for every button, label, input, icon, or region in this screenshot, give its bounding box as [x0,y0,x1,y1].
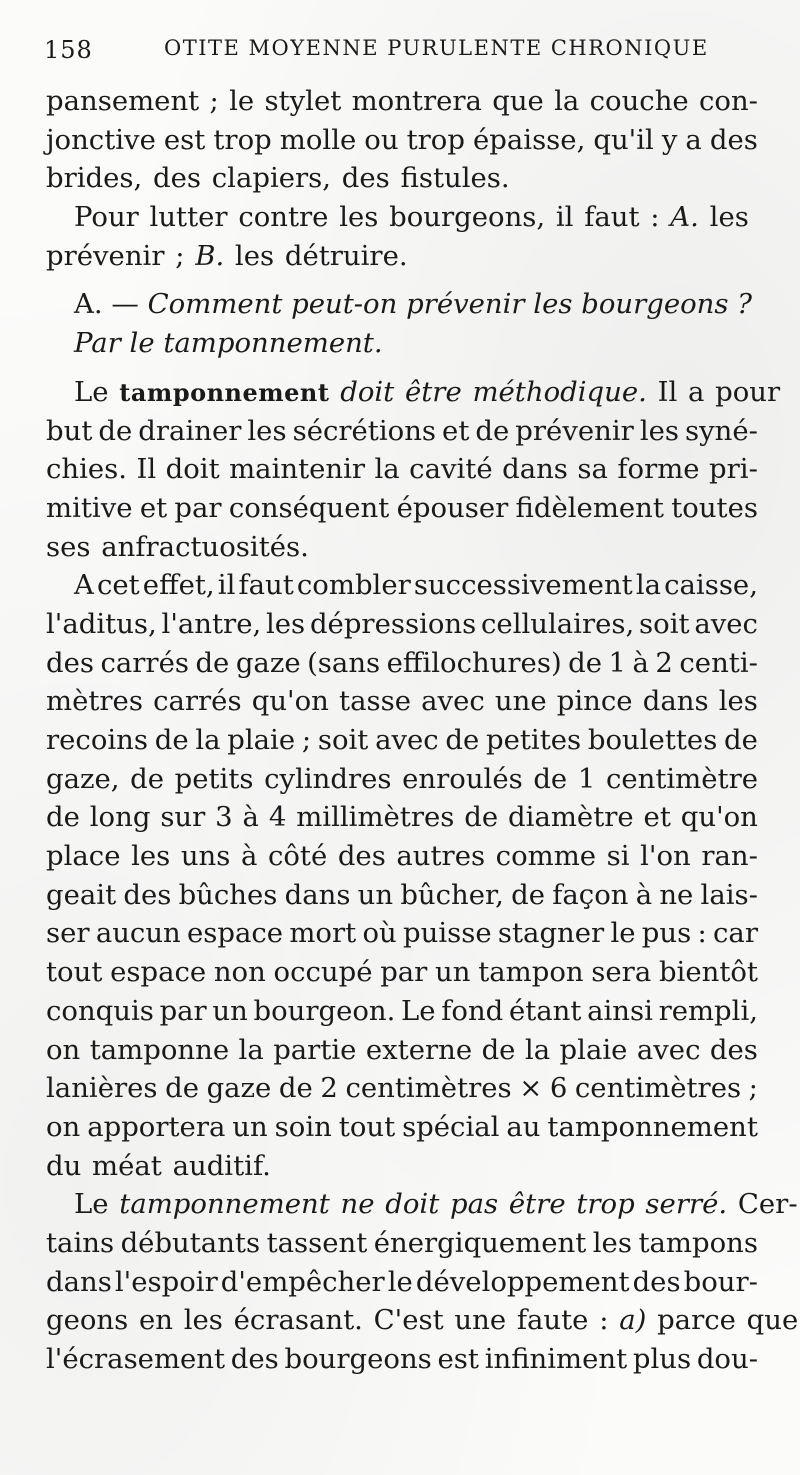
word: ; [209,85,219,117]
word: sa [577,453,608,486]
word: de [46,801,80,834]
word: 2 [320,1072,338,1105]
word: centimètres [574,1072,742,1105]
word: de [165,1072,199,1105]
word: au [506,1110,541,1143]
word: dans [284,878,351,911]
word: et [643,801,671,834]
word: infiniment [484,1343,628,1375]
word: lanières [46,1072,158,1105]
word: des [123,878,172,911]
text-line: brides, des clapiers, des fistules. [46,162,510,195]
word: stagner [497,917,605,950]
word: toutes [671,491,758,524]
word: Il [136,453,157,486]
word: successivement [413,569,633,602]
word: tampons [638,1226,758,1259]
word: le [387,1265,413,1298]
word: dépressions [309,607,477,640]
text-line [46,121,758,160]
word: ; [301,724,312,756]
word: aucun [95,917,181,950]
word: ou [364,123,399,156]
word: bientôt [658,956,758,989]
word: bourgeon. [253,994,396,1027]
word: tout [338,1110,396,1143]
word: petits [174,762,254,795]
word: combler [296,569,411,602]
text-line [46,450,758,489]
word: couche [589,85,689,117]
word: épouser [396,491,509,524]
word: y [661,123,678,156]
word: la [374,453,400,486]
word: la [635,569,662,602]
section-question: Comment peut-on prévenir les bourgeons ? [147,288,752,321]
word: car [713,917,758,950]
word: les [718,685,758,718]
word: façon [552,878,629,911]
word: bour- [683,1265,758,1298]
word: trop [213,123,272,156]
word: étant [508,994,582,1027]
text-line: geons en les écrasant. C'est une faute : a) parce que [46,1304,799,1337]
word: tassent [266,1226,368,1259]
word: plaie [559,1033,628,1066]
word: conséquent [228,491,390,524]
word: avec [375,724,439,756]
word: les [131,840,171,873]
word: fidèlement [515,491,664,524]
italic-letter: B. [195,239,225,272]
word: 3 [215,801,233,834]
bold-term: tamponnement [119,377,330,407]
running-title: OTITE MOYENNE PURULENTE CHRONIQUE [164,36,709,60]
text-line [46,721,758,760]
word: débutants [120,1226,261,1259]
word: syné- [685,414,758,447]
word: espace [110,956,207,989]
word: un [232,1110,268,1143]
word: centimètres [345,1072,512,1105]
word: centi- [679,646,758,679]
word: des [337,840,386,873]
word: A [74,569,94,602]
text-line [46,798,758,837]
word: puisse [403,917,492,950]
word: à [240,840,258,873]
word: l'antre, [161,607,262,640]
word: développement [415,1265,630,1298]
word: stylet [264,85,342,117]
word: on [46,1110,81,1143]
word: cet [96,569,140,602]
text-line: prévenir ; B. les détruire. [46,239,408,272]
word: doit [165,453,220,486]
word: le [610,917,636,950]
word: spécial [402,1110,500,1143]
word: qu'on [251,685,329,718]
word: plaie [227,724,296,756]
word: des [632,1265,681,1298]
word: à [242,801,259,834]
word: des [230,1343,279,1375]
section-answer: Par le tamponnement. [74,327,383,360]
word: dans [642,685,709,718]
word: un [212,994,248,1027]
word: : [697,917,707,950]
word: côté [267,840,328,873]
italic-letter: a) [619,1304,647,1337]
section-heading-continued [46,324,758,363]
word: un [435,956,471,989]
word: de [464,801,499,834]
word: enroulés [402,762,523,795]
word: externe [365,1033,473,1066]
word: on [46,1033,81,1066]
text-line [46,605,758,644]
word: de [533,762,568,795]
word: si [606,840,630,873]
text-line [46,1263,758,1302]
word: par [380,956,428,989]
word: de [511,878,545,911]
word: montrera [351,85,482,117]
word: les [639,414,679,447]
word: de [130,762,165,795]
word: l'aditus, [46,607,157,640]
word: est [437,1343,479,1375]
word: soit [639,607,690,640]
word: con- [698,85,758,117]
text-line [46,198,758,237]
word: autres [396,840,486,873]
word: petites [486,724,582,756]
word: place [46,840,121,873]
word: qu'on [680,801,758,834]
section-label: A. — [74,288,148,321]
word: geait [46,878,117,911]
word: des [46,646,94,679]
word: la [195,724,221,756]
word: 1 [608,646,627,679]
word: de [195,646,230,679]
word: gaze [235,646,301,679]
word: les [592,1226,632,1259]
word: espace [187,917,284,950]
word: a [685,123,702,156]
word: ainsi [587,994,653,1027]
word: caisse, [664,569,758,602]
word: ne [659,878,694,911]
text-line [46,1108,758,1147]
text-line [46,566,758,605]
word: dans [46,1265,112,1298]
text-line [46,876,758,915]
word: de [445,724,480,756]
word: effilochures) [386,646,562,679]
word: les [265,607,306,640]
word: drainer [138,414,242,447]
text-line [46,82,758,121]
text-line [46,412,758,451]
word: il [217,569,236,602]
word: rempli, [658,994,758,1027]
word: prévenir [515,414,634,447]
text-line: ses anfractuosités. [46,530,309,563]
word: faut [238,569,294,602]
word: forme [617,453,700,486]
word: et [139,491,168,524]
word: non [213,956,266,989]
word: occupé [273,956,373,989]
word: cavité [409,453,493,486]
word: par [159,994,207,1027]
word: mort [289,917,357,950]
word: carrés [153,685,242,718]
word: énergiquement [373,1226,587,1259]
word: la [524,1033,551,1066]
text-line [46,1340,758,1379]
word: cellulaires, [481,607,635,640]
word: cylindres [264,762,392,795]
word: pus [641,917,692,950]
word: un [357,878,394,911]
word: dans [502,453,568,486]
word: sera [591,956,652,989]
text-line [46,644,758,683]
word: tampon [478,956,584,989]
word: carrés [100,646,189,679]
word: trop [406,123,465,156]
text-line: du méat auditif. [46,1149,271,1182]
word: qu'il [593,123,654,156]
word: avec [421,685,485,718]
text-line [46,682,758,721]
word: l'écrasement [46,1343,226,1375]
page-header [44,28,760,68]
word: 6 [549,1072,568,1105]
word: diamètre [508,801,634,834]
word: le [229,85,255,117]
word: des [709,1033,758,1066]
word: 4 [268,801,287,834]
word: bûches [178,878,278,911]
spacer [46,275,758,285]
word: × [519,1072,543,1105]
text-line [46,992,758,1031]
word: jonctive [46,123,156,156]
word: mètres [46,685,143,718]
word: ran- [701,840,758,873]
word: chies. [46,453,128,486]
word: gaze, [46,762,120,795]
word: molle [279,123,357,156]
word: maintenir [229,453,366,486]
text-line [46,1031,758,1070]
word: tains [46,1226,115,1259]
text-line: Le tamponnement ne doit pas être trop serré. Cer- [74,1188,798,1221]
italic-phrase: doit être méthodique. [340,375,647,408]
word: épaisse, [473,123,586,156]
page-number: 158 [44,36,93,64]
word: plus [632,1343,692,1375]
word: l'espoir [114,1265,218,1298]
word: effet, [142,569,215,602]
word: 2 [655,646,673,679]
word: de [278,1072,313,1105]
word: et [442,414,470,447]
word: d'empêcher [220,1265,385,1298]
text-line [46,1224,758,1263]
word: conquis [46,994,154,1027]
word: où [362,917,397,950]
text-span: Pour lutter contre les bourgeons, il faut : A. les [74,201,749,234]
word: ; [748,1072,758,1105]
word: une [494,685,547,718]
word: des [709,123,758,156]
word: apportera [87,1110,226,1143]
word: soin [274,1110,332,1143]
word: tasse [339,685,411,718]
word: boulettes [587,724,718,756]
section-heading [46,285,758,324]
word: la [554,85,580,117]
text-line [46,1069,758,1108]
word: pince [556,685,633,718]
word: soit [317,724,369,756]
word: uns [180,840,231,873]
text-line [46,837,758,876]
word: à [635,878,653,911]
word: les [247,414,287,447]
word: Le [401,994,436,1027]
word: que [492,85,544,117]
word: sur [160,801,206,834]
word: centimètre [605,762,758,795]
word: à [632,646,649,679]
word: de [98,414,133,447]
word: sécrétions [292,414,437,447]
text-line: Le tamponnement doit être méthodique. Il a pour [74,375,781,408]
word: ser [46,917,90,950]
word: bourgeons [284,1343,432,1375]
word: de [481,1033,516,1066]
word: de [568,646,603,679]
word: tamponnement [547,1110,758,1143]
word: pri- [709,453,758,486]
word: (sans [307,646,381,679]
word: long [89,801,151,834]
word: tout [46,956,103,989]
word: est [163,123,206,156]
text-line [46,953,758,992]
spacer [46,363,758,373]
word: par [174,491,222,524]
word: mitive [46,491,133,524]
word: but [46,414,93,447]
text-line [46,914,758,953]
word: tamponne [89,1033,230,1066]
word: de [475,414,510,447]
word: de [724,724,758,756]
italic-phrase: tamponnement ne doit pas être trop serré. [119,1188,728,1221]
word: avec [636,1033,701,1066]
word: bûcher, [400,878,504,911]
text-line [46,489,758,528]
word: lais- [700,878,758,911]
word: partie [273,1033,357,1066]
word: comme [495,840,597,873]
word: fond [441,994,504,1027]
word: dou- [696,1343,758,1375]
word: avec [694,607,758,640]
word: de [154,724,189,756]
word: 1 [577,762,596,795]
word: millimètres [296,801,455,834]
word: la [238,1033,264,1066]
word: recoins [46,724,148,756]
word: pansement [46,85,200,117]
word: l'on [640,840,691,873]
text-line [46,760,758,799]
italic-letter: A. [670,201,699,234]
word: gaze [206,1072,272,1105]
page-body [46,82,799,1379]
